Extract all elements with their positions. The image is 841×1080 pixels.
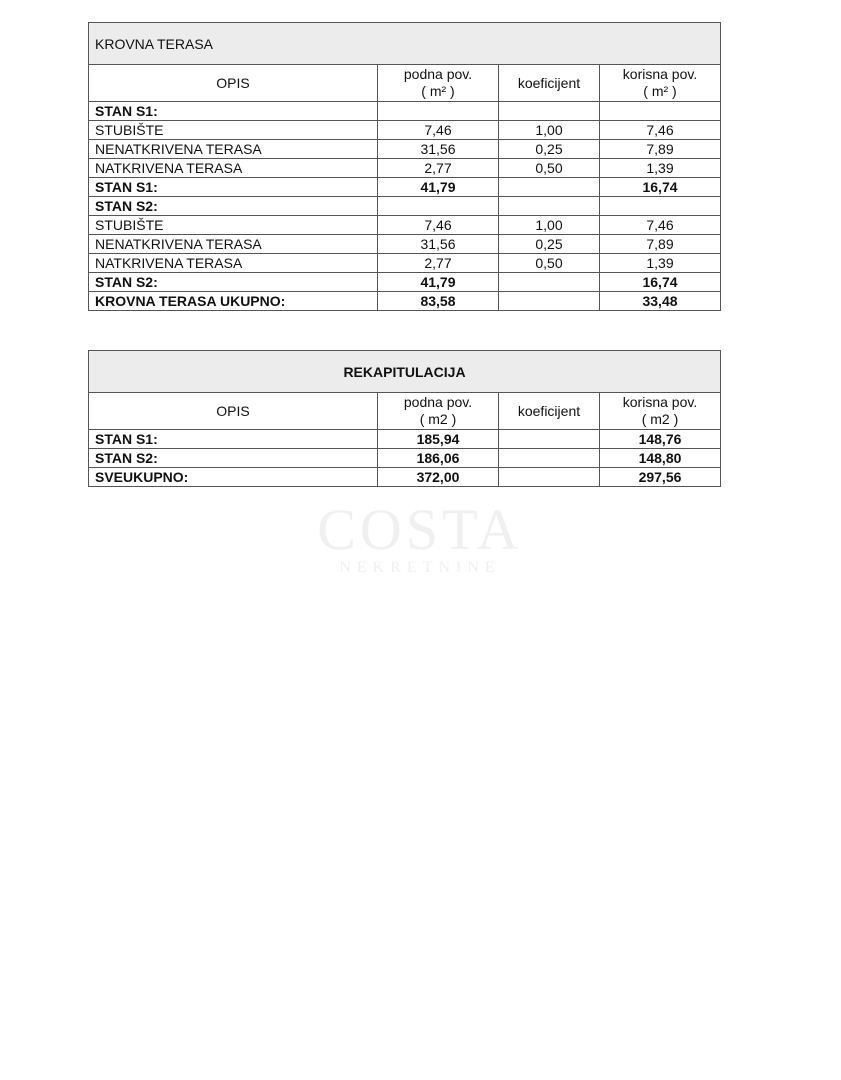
cell-podna: 7,46	[378, 216, 499, 235]
table-title: REKAPITULACIJA	[89, 351, 721, 393]
cell-korisna: 16,74	[600, 273, 721, 292]
cell-opis: SVEUKUPNO:	[89, 468, 378, 487]
cell-korisna	[600, 102, 721, 121]
cell-opis: NATKRIVENA TERASA	[89, 254, 378, 273]
table-row	[89, 159, 721, 178]
table-title: KROVNA TERASA	[89, 23, 721, 65]
cell-korisna: 1,39	[600, 159, 721, 178]
header-korisna: korisna pov. ( m² )	[600, 65, 721, 102]
cell-opis: NENATKRIVENA TERASA	[89, 140, 378, 159]
table-row-total	[89, 468, 721, 487]
cell-korisna: 7,89	[600, 140, 721, 159]
cell-koef	[499, 449, 600, 468]
table-row	[89, 102, 721, 121]
cell-podna: 31,56	[378, 235, 499, 254]
cell-korisna: 16,74	[600, 178, 721, 197]
cell-korisna	[600, 197, 721, 216]
cell-podna: 83,58	[378, 292, 499, 311]
table-row	[89, 235, 721, 254]
cell-koef: 0,25	[499, 140, 600, 159]
cell-podna	[378, 197, 499, 216]
cell-podna: 41,79	[378, 178, 499, 197]
cell-opis: STAN S2:	[89, 449, 378, 468]
cell-opis: STAN S1:	[89, 430, 378, 449]
cell-koef: 0,50	[499, 254, 600, 273]
table-row	[89, 273, 721, 292]
header-row	[89, 393, 721, 430]
cell-podna: 185,94	[378, 430, 499, 449]
cell-koef	[499, 197, 600, 216]
cell-podna: 41,79	[378, 273, 499, 292]
cell-korisna: 1,39	[600, 254, 721, 273]
cell-podna: 186,06	[378, 449, 499, 468]
table-row	[89, 197, 721, 216]
header-koeficijent: koeficijent	[499, 393, 600, 430]
watermark-main: COSTA	[317, 497, 523, 562]
cell-koef	[499, 273, 600, 292]
rekapitulacija-table	[88, 350, 721, 487]
cell-podna: 2,77	[378, 254, 499, 273]
cell-koef	[499, 102, 600, 121]
cell-podna	[378, 102, 499, 121]
cell-koef: 0,25	[499, 235, 600, 254]
cell-podna: 7,46	[378, 121, 499, 140]
header-podna: podna pov. ( m² )	[378, 65, 499, 102]
table-row	[89, 430, 721, 449]
cell-koef	[499, 178, 600, 197]
cell-podna: 31,56	[378, 140, 499, 159]
cell-opis: STAN S2:	[89, 273, 378, 292]
cell-opis: NATKRIVENA TERASA	[89, 159, 378, 178]
cell-opis: STAN S2:	[89, 197, 378, 216]
cell-opis: NENATKRIVENA TERASA	[89, 235, 378, 254]
cell-opis: STUBIŠTE	[89, 121, 378, 140]
cell-koef	[499, 468, 600, 487]
header-podna: podna pov. ( m2 )	[378, 393, 499, 430]
table-row	[89, 216, 721, 235]
table-row	[89, 178, 721, 197]
cell-korisna: 7,46	[600, 216, 721, 235]
table-row	[89, 254, 721, 273]
table-row	[89, 121, 721, 140]
cell-opis: KROVNA TERASA UKUPNO:	[89, 292, 378, 311]
cell-korisna: 7,89	[600, 235, 721, 254]
header-koeficijent: koeficijent	[499, 65, 600, 102]
table-row	[89, 449, 721, 468]
cell-korisna: 148,80	[600, 449, 721, 468]
header-opis: OPIS	[89, 393, 378, 430]
header-korisna: korisna pov. ( m2 )	[600, 393, 721, 430]
cell-koef: 1,00	[499, 216, 600, 235]
krovna-terasa-table	[88, 22, 721, 311]
header-row	[89, 65, 721, 102]
cell-koef	[499, 292, 600, 311]
cell-korisna: 33,48	[600, 292, 721, 311]
cell-korisna: 148,76	[600, 430, 721, 449]
cell-koef: 0,50	[499, 159, 600, 178]
cell-korisna: 7,46	[600, 121, 721, 140]
header-opis: OPIS	[89, 65, 378, 102]
cell-koef: 1,00	[499, 121, 600, 140]
cell-opis: STUBIŠTE	[89, 216, 378, 235]
table-row-total	[89, 292, 721, 311]
cell-podna: 372,00	[378, 468, 499, 487]
watermark-sub: NEKRETNINE	[339, 559, 501, 576]
cell-koef	[499, 430, 600, 449]
cell-opis: STAN S1:	[89, 178, 378, 197]
table-row	[89, 140, 721, 159]
cell-podna: 2,77	[378, 159, 499, 178]
cell-opis: STAN S1:	[89, 102, 378, 121]
watermark-logo	[300, 497, 540, 576]
cell-korisna: 297,56	[600, 468, 721, 487]
